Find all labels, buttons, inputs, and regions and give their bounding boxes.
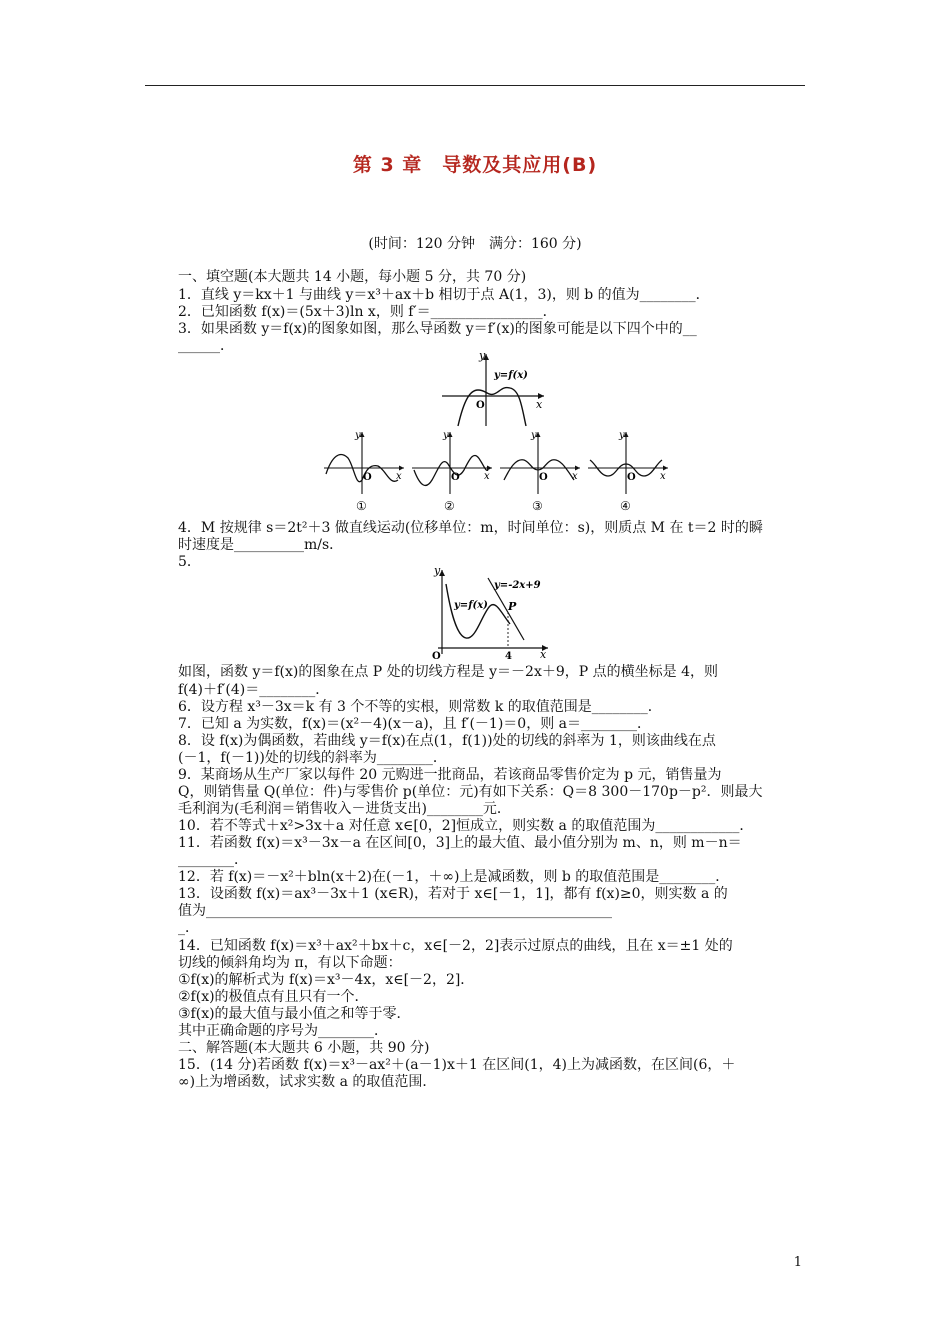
- origin-label: O: [432, 651, 441, 660]
- y-label: y: [479, 350, 486, 362]
- y-label: y: [531, 430, 537, 441]
- question-line: ________．: [178, 852, 248, 868]
- q3-option-1: [322, 430, 408, 514]
- question-line: f(4)＋f′(4)＝________．: [178, 682, 330, 698]
- page-number: 1: [793, 1255, 802, 1270]
- x-axis-arrow-icon: [399, 466, 404, 471]
- question-line: 2．已知函数 f(x)＝(5x＋3)ln x，则 f′＝________________．: [178, 304, 557, 320]
- question-line: 3．如果函数 y＝f(x)的图象如图，那么导函数 y＝f′(x)的图象可能是以下四个中的__: [178, 321, 697, 337]
- question-line: 9．某商场从生产厂家以每件 20 元购进一批商品，若该商品零售价定为 p 元，销售量为: [178, 767, 722, 783]
- y-label: y: [434, 564, 441, 577]
- question-line: 6．设方程 x³－3x＝k 有 3 个不等的实根，则常数 k 的取值范围是________．: [178, 699, 662, 715]
- question-line: ②f(x)的极值点有且只有一个．: [178, 989, 369, 1005]
- option-label: ②: [444, 499, 455, 513]
- question-line: 5．: [178, 554, 201, 570]
- section-heading: 二、解答题(本大题共 6 小题，共 90 分): [178, 1040, 430, 1056]
- q3-option-2: [410, 430, 496, 514]
- question-line: ______．: [178, 338, 234, 354]
- question-line: 如图，函数 y＝f(x)的图象在点 P 处的切线方程是 y＝－2x＋9，P 点的横坐标是 4，则: [178, 664, 718, 680]
- question-line: _．: [178, 920, 199, 936]
- function-curve: [446, 584, 510, 638]
- q5-figure: [430, 564, 552, 660]
- option-label: ③: [532, 499, 543, 513]
- x-label: x: [660, 471, 666, 482]
- question-line: 时速度是__________m/s．: [178, 537, 344, 553]
- x-label: x: [572, 471, 578, 482]
- origin-label: O: [476, 400, 485, 411]
- q3-option-4: [586, 430, 672, 514]
- x-label: x: [536, 398, 543, 411]
- question-line: 4．M 按规律 s＝2t²＋3 做直线运动(位移单位：m，时间单位：s)，则质点 M 在 t＝2 时的瞬: [178, 520, 763, 536]
- question-line: 14．已知函数 f(x)＝x³＋ax²＋bx＋c，x∈[－2，2]表示过原点的曲线，且在 x＝±1 处的: [178, 938, 733, 954]
- x-label: x: [540, 648, 547, 660]
- header-rule: [145, 85, 805, 86]
- main-curve: [458, 388, 526, 426]
- option-label: ④: [620, 499, 631, 513]
- question-line: (－1，f(－1))处的切线的斜率为________．: [178, 750, 447, 766]
- option-label: ①: [356, 499, 367, 513]
- question-line: ③f(x)的最大值与最小值之和等于零．: [178, 1006, 411, 1022]
- y-label: y: [619, 430, 625, 441]
- question-line: 毛利润为(毛利润＝销售收入－进货支出)________元．: [178, 801, 511, 817]
- x-label: x: [396, 471, 402, 482]
- q3-option-3: [498, 430, 584, 514]
- y-label: y: [355, 430, 361, 441]
- question-line: 7．已知 a 为实数，f(x)＝(x²－4)(x－a)，且 f′(－1)＝0，则 a＝________．: [178, 716, 652, 732]
- question-line: 15．(14 分)若函数 f(x)＝x³－ax²＋(a－1)x＋1 在区间(1，4)上为减函数，在区间(6，＋: [178, 1057, 736, 1073]
- curve-label: y=f(x): [454, 600, 488, 611]
- x-axis-arrow-icon: [663, 466, 668, 471]
- origin-label: O: [451, 472, 460, 483]
- x-label: x: [484, 471, 490, 482]
- question-line: Q，则销售量 Q(单位：件)与零售价 p(单位：元)有如下关系：Q＝8 300－170p－p²．则最大: [178, 784, 763, 800]
- page-title: 第 3 章 导数及其应用(B): [352, 154, 598, 176]
- question-line: ∞)上为增函数，试求实数 a 的取值范围．: [178, 1074, 437, 1090]
- section-heading: 一、填空题(本大题共 14 小题，每小题 5 分，共 70 分): [178, 269, 527, 285]
- origin-label: O: [627, 472, 636, 483]
- question-line: 11．若函数 f(x)＝x³－3x－a 在区间[0，3]上的最大值、最小值分别为 m、n，则 m－n＝: [178, 835, 742, 851]
- curve-label: y=f(x): [494, 370, 528, 381]
- tick-label: 4: [505, 651, 512, 660]
- question-line: 其中正确命题的序号为________．: [178, 1023, 388, 1039]
- origin-label: O: [363, 472, 372, 483]
- y-label: y: [443, 430, 449, 441]
- question-line: 切线的倾斜角均为 π，有以下命题：: [178, 955, 402, 971]
- q3-main-figure: [436, 350, 548, 428]
- question-line: 1．直线 y＝kx＋1 与曲线 y＝x³＋ax＋b 相切于点 A(1，3)，则 b 的值为________．: [178, 287, 710, 303]
- question-line: 13．设函数 f(x)＝ax³－3x＋1 (x∈R)，若对于 x∈[－1，1]，都有 f(x)≥0，则实数 a 的: [178, 886, 728, 902]
- x-axis-arrow-icon: [575, 466, 580, 471]
- question-line: 12．若 f(x)＝－x²＋bln(x＋2)在(－1，＋∞)上是减函数，则 b 的取值范围是________．: [178, 869, 730, 885]
- point-label: P: [508, 600, 517, 613]
- question-line: 值为__________________________________________________________: [178, 903, 612, 919]
- exam-info: (时间：120 分钟 满分：160 分): [368, 236, 582, 252]
- question-line: 10．若不等式＋x²>3x＋a 对任意 x∈[0，2]恒成立，则实数 a 的取值范围为____________．: [178, 818, 754, 834]
- question-line: 8．设 f(x)为偶函数，若曲线 y＝f(x)在点(1，f(1))处的切线的斜率为 1，则该曲线在点: [178, 733, 716, 749]
- question-line: ①f(x)的解析式为 f(x)＝x³－4x，x∈[－2，2]．: [178, 972, 475, 988]
- origin-label: O: [539, 472, 548, 483]
- tangent-label: y=-2x+9: [494, 580, 541, 591]
